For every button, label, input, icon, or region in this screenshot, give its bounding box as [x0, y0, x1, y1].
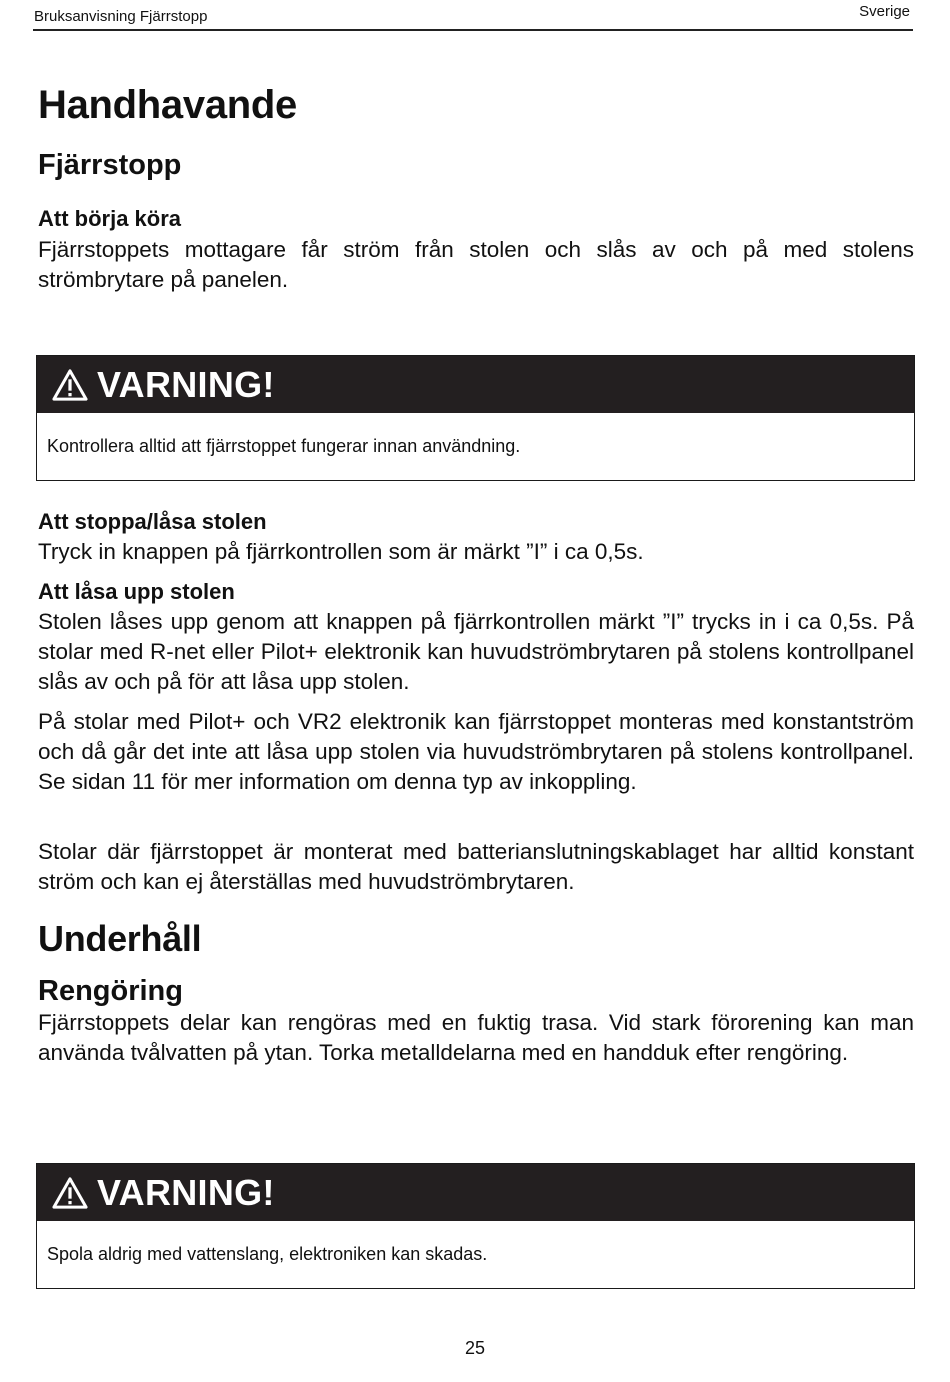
heading-stop-lock: Att stoppa/låsa stolen	[38, 509, 267, 534]
warning-box-check	[36, 355, 915, 481]
paragraph-pilot-vr2: På stolar med Pilot+ och VR2 elektronik kan fjärrstoppet monteras med konstantström och då går det inte att låsa upp stolen via huvudströmbrytaren på stolens kontrollpanel. Se sidan 11 för mer information om denna typ av inkoppling.	[38, 709, 914, 794]
paragraph-unlock: Stolen låses upp genom att knappen på fjärrkontrollen märkt ”I” trycks in i ca 0,5s. På stolar med R-net eller Pilot+ elektronik kan huvudströmbrytaren på stolens kontrollpanel slås av och på för att låsa upp stolen.	[38, 609, 914, 694]
section-title-handhavande: Handhavande	[38, 83, 297, 127]
section-title-underhall: Underhåll	[38, 918, 202, 959]
warning-header	[37, 1164, 914, 1221]
page-number: 25	[464, 1338, 486, 1358]
paragraph-stop-lock: Tryck in knappen på fjärrkontrollen som är märkt ”I” i ca 0,5s.	[38, 539, 644, 564]
header-rule	[33, 29, 913, 31]
warning-title: VARNING!	[97, 363, 275, 405]
running-header-country: Sverige	[859, 3, 910, 20]
warning-text: Kontrollera alltid att fjärrstoppet fungerar innan användning.	[47, 436, 521, 456]
warning-text: Spola aldrig med vattenslang, elektroniken kan skadas.	[47, 1244, 488, 1264]
paragraph-battery-cable: Stolar där fjärrstoppet är monterat med batterianslutningskablaget har alltid konstant ström och kan ej återställas med huvudströmbrytaren.	[38, 839, 914, 894]
warning-header	[37, 356, 914, 413]
warning-box-hose	[36, 1163, 915, 1289]
running-header-title: Bruksanvisning Fjärrstopp	[34, 8, 208, 25]
subsection-title-fjarrstopp: Fjärrstopp	[38, 149, 182, 181]
heading-unlock: Att låsa upp stolen	[38, 579, 235, 604]
warning-triangle-icon	[51, 1176, 89, 1210]
warning-title: VARNING!	[97, 1171, 275, 1213]
warning-triangle-icon	[51, 368, 89, 402]
heading-start-driving: Att börja köra	[38, 206, 182, 231]
paragraph-cleaning: Fjärrstoppets delar kan rengöras med en fuktig trasa. Vid stark förorening kan man använda tvålvatten på ytan. Torka metalldelarna med en handduk efter rengöring.	[38, 1010, 914, 1065]
subsection-title-rengoring: Rengöring	[38, 975, 183, 1007]
paragraph-start-driving: Fjärrstoppets mottagare får ström från stolen och slås av och på med stolens strömbrytare på panelen.	[38, 237, 914, 292]
